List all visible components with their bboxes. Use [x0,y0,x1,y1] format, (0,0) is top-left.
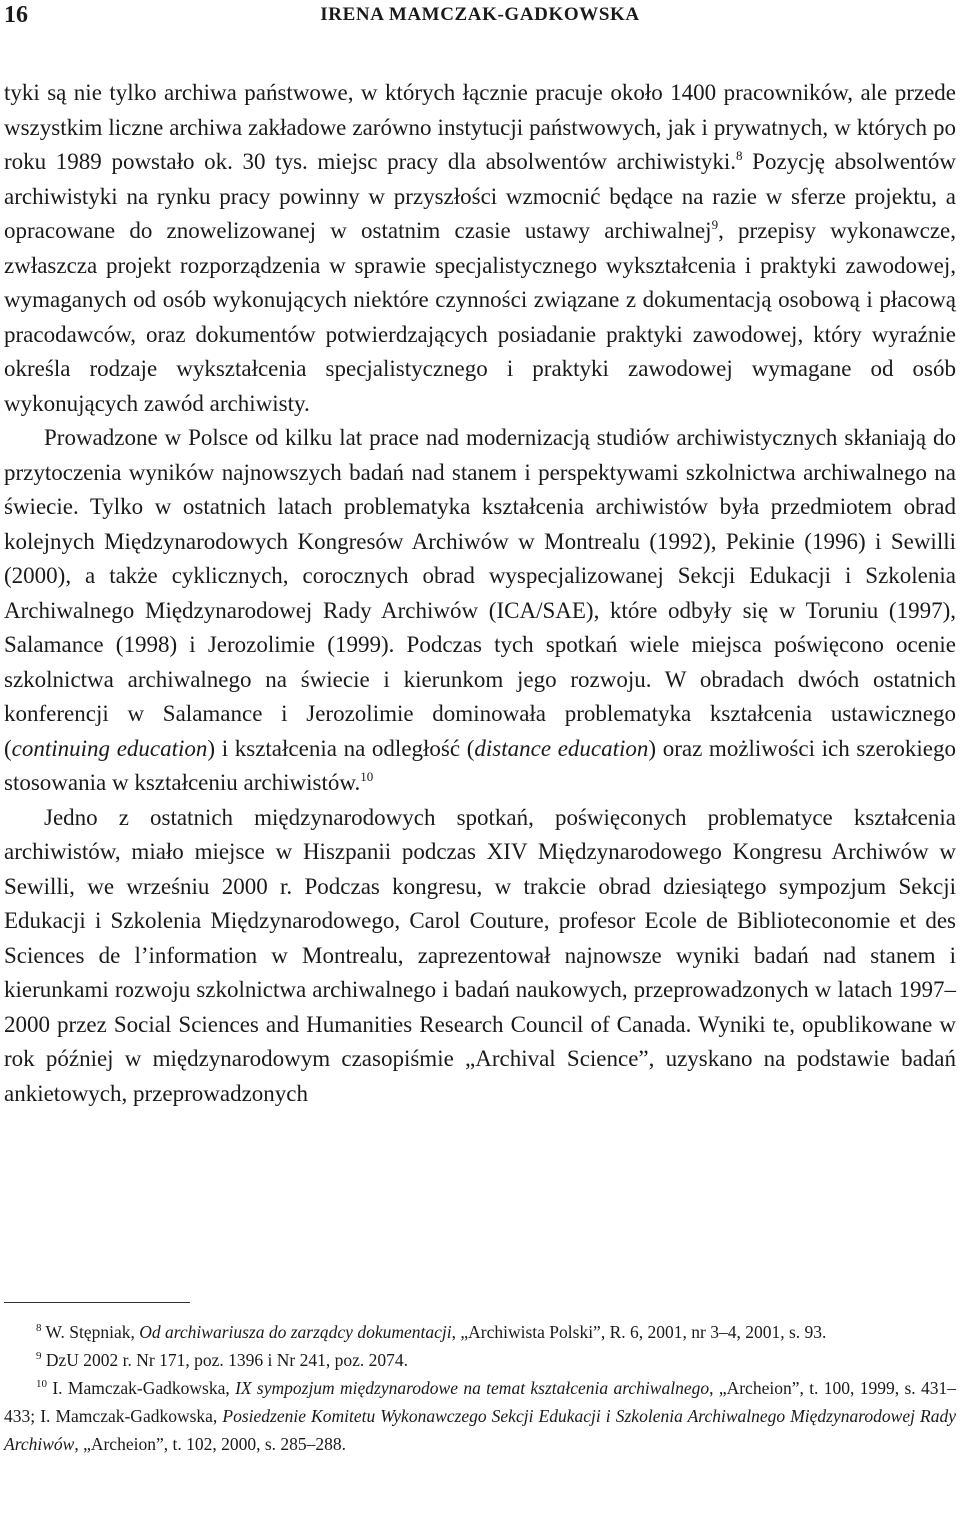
text-run: W. Stępniak, [41,1322,140,1342]
footnote [4,1374,956,1458]
text-run: tyki są nie tylko archiwa państwowe, w których łącznie pracuje około 1400 pracowników, ale przede wszystkim liczne archiwa zakładowe zarówno instytucji państwowych, jak i prywatnych, w których po roku 1989 powstało ok. 30 tys. miejsc pracy dla absolwentów archiwistyki. [4,80,956,174]
text-run: , „Archeion”, t. 102, 2000, s. 285–288. [74,1434,347,1454]
italic-text: Posiedzenie Komitetu Wykonawczego Sekcji Edukacji i Szkolenia Archiwalnego Międzynarodowej Rady Archiwów [4,1406,956,1454]
footnote-marker: 8 [736,148,743,163]
page-number: 16 [4,2,28,28]
text-run: Pozycję absolwentów archiwistyki na rynku pracy powinny w przyszłości wzmocnić będące na razie w sferze projektu, a opracowane do znowelizowanej w ostatnim czasie ustawy archiwalnej [4,149,956,243]
text-run: ) i kształcenia na odległość ( [207,735,475,761]
footnote-marker: 9 [711,217,719,232]
text-run: Prowadzone w Polsce od kilku lat prace nad modernizacją studiów archiwistycznych skłaniają do przytoczenia wyników najnowszych badań nad stanem i perspektywami szkolnictwa archiwalnego na świecie. Tylko w ostatnich latach problematyka kształcenia archiwistów była przedmiotem obrad kolejnych Międzynarodowych Kongresów Archiwów w Montrealu (1992), Pekinie (1996) i Sewilli (2000), a także cyklicznych, corocznych obrad wyspecjalizowanej Sekcji Edukacji i Szkolenia Archiwalnego Międzynarodowej Rady Archiwów (ICA/SAE), które odbyły się w Toruniu (1997), Salamance (1998) i Jerozolimie (1999). Podczas tych spotkań wiele miejsca poświęcono ocenie szkolnictwa archiwalnego na świecie i kierunkom jego rozwoju. W obradach dwóch ostatnich konferencji w Salamance i Jerozolimie dominowała problematyka kształcenia ustawicznego ( [4,425,956,761]
footnote-marker: 10 [36,1378,47,1390]
text-run: I. Mamczak-Gadkowska, [47,1378,236,1398]
footnote-marker: 8 [36,1322,42,1334]
footnote-marker: 9 [36,1350,42,1362]
text-run: , „Archiwista Polski”, R. 6, 2001, nr 3–4, 2001, s. 93. [451,1322,827,1342]
text-run: , przepisy wykonawcze, zwłaszcza projekt rozporządzenia w sprawie specjalistycznego wykształcenia i praktyki zawodowej, wymaganych od osób wykonujących niektóre czynności związane z dokumentacją osobową i płacową pracodawców, oraz dokumentów potwierdzających posiadanie praktyki zawodowej, który wyraźnie określa rodzaje wykształcenia specjalistycznego i praktyki zawodowej wymagane od osób wykonujących zawód archiwisty. [4,218,956,416]
italic-text: continuing education [11,735,208,761]
main-text [4,76,956,1111]
italic-text: IX sympozjum międzynarodowe na temat kształcenia archiwalnego [235,1378,710,1398]
footnotes [4,1318,956,1458]
footnote [4,1346,956,1374]
text-run: DzU 2002 r. Nr 171, poz. 1396 i Nr 241, poz. 2074. [41,1350,408,1370]
paragraph [4,421,956,801]
footnote-separator [4,1302,190,1303]
footnote [4,1318,956,1346]
italic-text: Od archiwariusza do zarządcy dokumentacji [139,1322,452,1342]
paragraph [4,76,956,421]
running-head-author: IRENA MAMCZAK-GADKOWSKA [320,4,640,25]
text-run: , „Archeion”, t. 100, 1999, s. 431–433; I. Mamczak-Gadkowska, [4,1378,956,1426]
text-run: Jedno z ostatnich międzynarodowych spotkań, poświęconych problematyce kształcenia archiwistów, miało miejsce w Hiszpanii podczas XIV Międzynarodowego Kongresu Archiwów w Sewilli, we wrześniu 2000 r. Podczas kongresu, w trakcie obrad dziesiątego sympozjum Sekcji Edukacji i Szkolenia Międzynarodowego, Carol Couture, profesor Ecole de Biblioteconomie et des Sciences de l’information w Montrealu, zaprezentował najnowsze wyniki badań nad stanem i kierunkami rozwoju szkolnictwa archiwalnego i badań naukowych, przeprowadzonych w latach 1997–2000 przez Social Sciences and Humanities Research Council of Canada. Wyniki te, opublikowane w rok później w międzynarodowym czasopiśmie „Archival Science”, uzyskano na podstawie badań ankietowych, przeprowadzonych [4,804,956,1106]
footnote-marker: 10 [360,769,374,784]
paragraph [4,801,956,1112]
text-run: ) oraz możliwości ich szerokiego stosowania w kształceniu archiwistów. [4,735,956,795]
italic-text: distance education [474,735,649,761]
